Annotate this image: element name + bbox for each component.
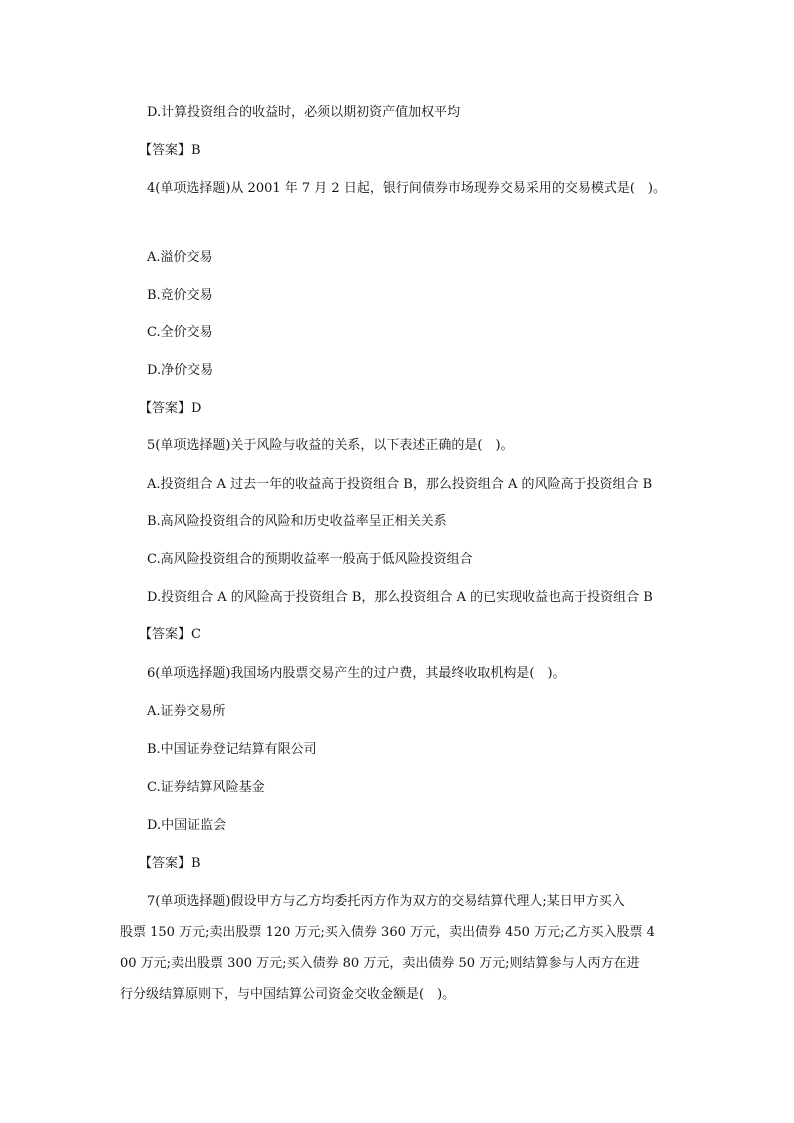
q6-option-c: C.证券结算风险基金 <box>147 780 265 795</box>
q5-option-c: C.高风险投资组合的预期收益率一般高于低风险投资组合 <box>147 552 473 567</box>
q4-option-d: D.净价交易 <box>147 363 214 378</box>
q6-answer: 【答案】B <box>139 856 201 871</box>
q7-question-line: 行分级结算原则下，与中国结算公司资金交收金额是( )。 <box>120 987 456 1002</box>
q5-option-d: D.投资组合 A 的风险高于投资组合 B，那么投资组合 A 的已实现收益也高于投资组合 B <box>147 590 653 605</box>
q7-question-line: 股票 150 万元;卖出股票 120 万元;买入债券 360 万元，卖出债券 450 万元;乙方买入股票 4 <box>120 925 655 940</box>
q5-option-a: A.投资组合 A 过去一年的收益高于投资组合 B，那么投资组合 A 的风险高于投资组合 B <box>147 477 653 492</box>
q4-option-b: B.竞价交易 <box>147 288 213 303</box>
q3-option-d: D.计算投资组合的收益时，必须以期初资产值加权平均 <box>147 105 461 120</box>
q4-option-c: C.全价交易 <box>147 325 213 340</box>
q5-answer: 【答案】C <box>139 627 201 642</box>
q6-option-a: A.证券交易所 <box>147 704 226 719</box>
q4-option-a: A.溢价交易 <box>147 250 213 265</box>
q4-question: 4(单项选择题)从 2001 年 7 月 2 日起，银行间债券市场现券交易采用的交易模式是( )。 <box>147 181 666 196</box>
q6-option-d: D.中国证监会 <box>147 818 227 833</box>
q6-question: 6(单项选择题)我国场内股票交易产生的过户费，其最终收取机构是( )。 <box>147 666 566 681</box>
q3-answer: 【答案】B <box>139 143 201 158</box>
q4-answer: 【答案】D <box>139 401 202 416</box>
q5-question: 5(单项选择题)关于风险与收益的关系，以下表述正确的是( )。 <box>147 438 514 453</box>
q5-option-b: B.高风险投资组合的风险和历史收益率呈正相关关系 <box>147 514 447 529</box>
q7-question-line: 7(单项选择题)假设甲方与乙方均委托丙方作为双方的交易结算代理人;某日甲方买入 <box>147 894 625 909</box>
q7-question-line: 00 万元;卖出股票 300 万元;买入债券 80 万元，卖出债券 50 万元;则结算参与人丙方在进 <box>120 956 640 971</box>
q6-option-b: B.中国证券登记结算有限公司 <box>147 742 317 757</box>
